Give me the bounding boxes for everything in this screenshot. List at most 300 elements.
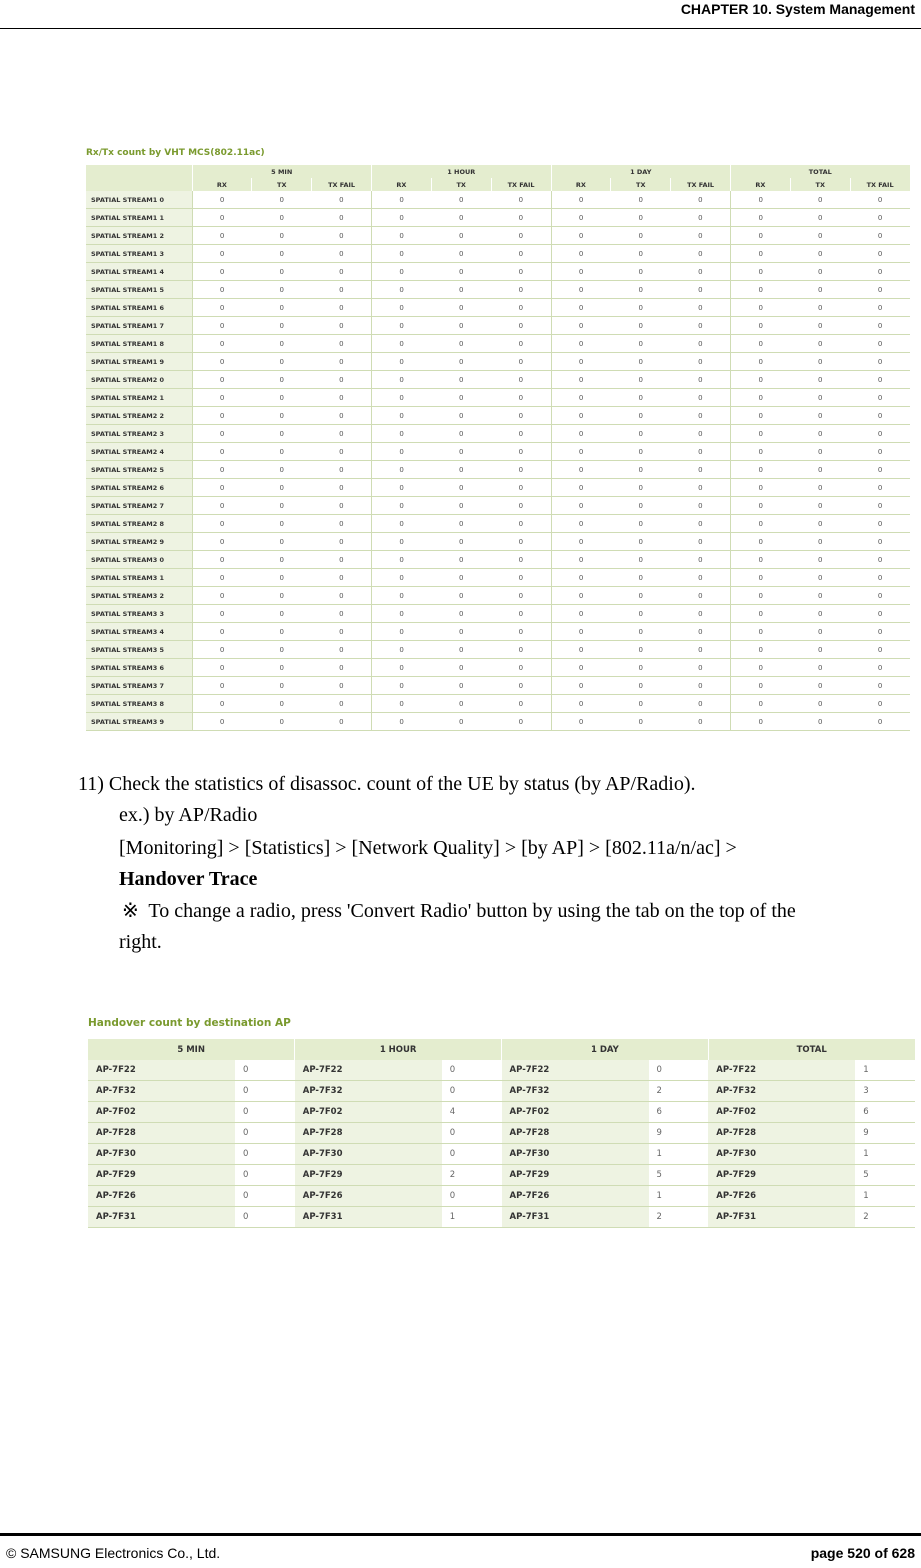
table-cell: 0 xyxy=(431,461,491,479)
table-cell: 0 xyxy=(192,407,252,425)
table-cell: 0 xyxy=(312,659,372,677)
table-cell: 0 xyxy=(850,299,910,317)
table-cell: 0 xyxy=(371,443,431,461)
row-label: SPATIAL STREAM1 2 xyxy=(86,227,192,245)
table-cell: 0 xyxy=(551,533,611,551)
table-cell: 0 xyxy=(611,191,671,209)
handover-count-cell: 6 xyxy=(649,1102,709,1123)
vht-group-header: 1 HOUR xyxy=(371,165,551,178)
table-cell: 0 xyxy=(431,209,491,227)
table-cell: 0 xyxy=(312,479,372,497)
table-cell: 0 xyxy=(731,497,791,515)
table-cell: 0 xyxy=(431,443,491,461)
table-row xyxy=(86,551,910,569)
table-cell: 0 xyxy=(671,713,731,731)
table-cell: 0 xyxy=(850,407,910,425)
menu-path: [Monitoring] > [Statistics] > [Network Quality] > [by AP] > [802.11a/n/ac] > xyxy=(119,837,737,859)
table-cell: 0 xyxy=(431,677,491,695)
table-cell: 0 xyxy=(312,425,372,443)
table-cell: 0 xyxy=(192,641,252,659)
table-cell: 0 xyxy=(431,281,491,299)
row-label: SPATIAL STREAM1 6 xyxy=(86,299,192,317)
table-cell: 0 xyxy=(192,569,252,587)
ap-name-cell: AP-7F31 xyxy=(502,1207,649,1228)
handover-table-title: Handover count by destination AP xyxy=(88,1017,291,1029)
table-cell: 0 xyxy=(371,353,431,371)
row-label: SPATIAL STREAM3 8 xyxy=(86,695,192,713)
table-cell: 0 xyxy=(431,695,491,713)
table-cell: 0 xyxy=(192,263,252,281)
table-cell: 0 xyxy=(611,263,671,281)
table-cell: 0 xyxy=(431,551,491,569)
table-row xyxy=(86,695,910,713)
table-cell: 0 xyxy=(252,245,312,263)
table-cell: 0 xyxy=(611,515,671,533)
table-cell: 0 xyxy=(252,587,312,605)
table-cell: 0 xyxy=(611,713,671,731)
table-cell: 0 xyxy=(611,209,671,227)
vht-group-header: 5 MIN xyxy=(192,165,371,178)
row-label: SPATIAL STREAM3 4 xyxy=(86,623,192,641)
chapter-title: CHAPTER 10. System Management xyxy=(680,1,915,17)
table-cell: 0 xyxy=(312,677,372,695)
table-cell: 0 xyxy=(731,191,791,209)
table-cell: 0 xyxy=(431,353,491,371)
table-cell: 0 xyxy=(731,605,791,623)
table-cell: 0 xyxy=(611,695,671,713)
vht-subcolumn-header: TX xyxy=(611,178,671,191)
table-cell: 0 xyxy=(371,299,431,317)
table-cell: 0 xyxy=(371,335,431,353)
table-cell: 0 xyxy=(671,551,731,569)
table-cell: 0 xyxy=(731,641,791,659)
table-cell: 0 xyxy=(551,497,611,515)
table-cell: 0 xyxy=(431,569,491,587)
table-cell: 0 xyxy=(731,623,791,641)
table-cell: 0 xyxy=(491,677,551,695)
table-cell: 0 xyxy=(491,263,551,281)
copyright-text: © SAMSUNG Electronics Co., Ltd. xyxy=(6,1545,221,1561)
table-cell: 0 xyxy=(491,371,551,389)
table-cell: 0 xyxy=(731,407,791,425)
table-cell: 0 xyxy=(671,389,731,407)
handover-count-cell: 0 xyxy=(442,1081,502,1102)
table-cell: 0 xyxy=(252,569,312,587)
table-cell: 0 xyxy=(850,389,910,407)
table-cell: 0 xyxy=(731,479,791,497)
table-cell: 0 xyxy=(850,515,910,533)
handover-count-cell: 1 xyxy=(855,1144,915,1165)
vht-subcolumn-header: RX xyxy=(731,178,791,191)
row-label: SPATIAL STREAM3 2 xyxy=(86,587,192,605)
table-cell: 0 xyxy=(790,659,850,677)
table-cell: 0 xyxy=(551,263,611,281)
table-cell: 0 xyxy=(731,551,791,569)
table-cell: 0 xyxy=(850,497,910,515)
table-cell: 0 xyxy=(312,713,372,731)
table-cell: 0 xyxy=(611,623,671,641)
table-cell: 0 xyxy=(551,695,611,713)
ap-name-cell: AP-7F30 xyxy=(295,1144,442,1165)
table-cell: 0 xyxy=(790,587,850,605)
table-cell: 0 xyxy=(192,281,252,299)
table-cell: 0 xyxy=(850,209,910,227)
table-cell: 0 xyxy=(491,389,551,407)
table-cell: 0 xyxy=(671,425,731,443)
ap-name-cell: AP-7F29 xyxy=(708,1165,855,1186)
table-cell: 0 xyxy=(551,371,611,389)
table-cell: 0 xyxy=(790,263,850,281)
table-cell: 0 xyxy=(731,227,791,245)
table-cell: 0 xyxy=(252,659,312,677)
table-cell: 0 xyxy=(491,443,551,461)
table-cell: 0 xyxy=(731,461,791,479)
row-label: SPATIAL STREAM3 6 xyxy=(86,659,192,677)
table-cell: 0 xyxy=(491,353,551,371)
vht-corner-cell xyxy=(86,178,192,191)
vht-subcolumn-header: RX xyxy=(371,178,431,191)
table-cell: 0 xyxy=(252,551,312,569)
table-cell: 0 xyxy=(611,335,671,353)
row-label: SPATIAL STREAM2 7 xyxy=(86,497,192,515)
table-cell: 0 xyxy=(491,281,551,299)
vht-group-header: TOTAL xyxy=(731,165,911,178)
table-cell: 0 xyxy=(790,191,850,209)
table-cell: 0 xyxy=(551,227,611,245)
table-cell: 0 xyxy=(192,371,252,389)
table-cell: 0 xyxy=(252,425,312,443)
table-cell: 0 xyxy=(790,641,850,659)
ap-name-cell: AP-7F02 xyxy=(88,1102,235,1123)
ap-name-cell: AP-7F32 xyxy=(502,1081,649,1102)
ap-name-cell: AP-7F26 xyxy=(708,1186,855,1207)
row-label: SPATIAL STREAM3 5 xyxy=(86,641,192,659)
table-row xyxy=(88,1123,915,1144)
row-label: SPATIAL STREAM3 1 xyxy=(86,569,192,587)
table-cell: 0 xyxy=(431,533,491,551)
table-cell: 0 xyxy=(371,227,431,245)
table-cell: 0 xyxy=(671,587,731,605)
handover-count-cell: 0 xyxy=(235,1102,295,1123)
table-cell: 0 xyxy=(312,605,372,623)
table-cell: 0 xyxy=(671,371,731,389)
table-cell: 0 xyxy=(371,407,431,425)
handover-count-cell: 0 xyxy=(442,1144,502,1165)
table-cell: 0 xyxy=(671,479,731,497)
table-cell: 0 xyxy=(371,245,431,263)
table-cell: 0 xyxy=(611,641,671,659)
row-label: SPATIAL STREAM1 3 xyxy=(86,245,192,263)
table-row xyxy=(86,443,910,461)
vht-group-header-row xyxy=(86,165,910,178)
ap-name-cell: AP-7F30 xyxy=(708,1144,855,1165)
table-cell: 0 xyxy=(252,227,312,245)
table-cell: 0 xyxy=(850,533,910,551)
handover-count-cell: 9 xyxy=(649,1123,709,1144)
table-cell: 0 xyxy=(671,317,731,335)
table-cell: 0 xyxy=(671,569,731,587)
note-symbol: ※ xyxy=(122,900,139,922)
handover-count-cell: 0 xyxy=(235,1144,295,1165)
page-header xyxy=(0,0,921,29)
table-row xyxy=(86,281,910,299)
vht-subcolumn-header: TX FAIL xyxy=(312,178,372,191)
table-cell: 0 xyxy=(850,353,910,371)
table-cell: 0 xyxy=(671,515,731,533)
table-cell: 0 xyxy=(850,245,910,263)
vht-group-header: 1 DAY xyxy=(551,165,731,178)
step-text: 11) Check the statistics of disassoc. count of the UE by status (by AP/Radio). xyxy=(78,773,696,795)
table-cell: 0 xyxy=(252,515,312,533)
table-cell: 0 xyxy=(371,623,431,641)
table-cell: 0 xyxy=(611,443,671,461)
ap-name-cell: AP-7F28 xyxy=(502,1123,649,1144)
table-row xyxy=(86,677,910,695)
table-cell: 0 xyxy=(371,533,431,551)
row-label: SPATIAL STREAM2 8 xyxy=(86,515,192,533)
vht-corner-cell xyxy=(86,165,192,178)
table-cell: 0 xyxy=(252,299,312,317)
table-cell: 0 xyxy=(491,317,551,335)
table-cell: 0 xyxy=(371,389,431,407)
table-row xyxy=(88,1186,915,1207)
handover-count-cell: 5 xyxy=(855,1165,915,1186)
table-cell: 0 xyxy=(371,515,431,533)
table-row xyxy=(86,425,910,443)
table-cell: 0 xyxy=(371,317,431,335)
table-cell: 0 xyxy=(371,569,431,587)
ap-name-cell: AP-7F32 xyxy=(295,1081,442,1102)
table-cell: 0 xyxy=(671,623,731,641)
row-label: SPATIAL STREAM2 5 xyxy=(86,461,192,479)
table-cell: 0 xyxy=(731,443,791,461)
table-cell: 0 xyxy=(731,317,791,335)
table-cell: 0 xyxy=(611,389,671,407)
table-row xyxy=(86,209,910,227)
table-cell: 0 xyxy=(192,623,252,641)
row-label: SPATIAL STREAM3 3 xyxy=(86,605,192,623)
handover-count-cell: 6 xyxy=(855,1102,915,1123)
handover-header-row xyxy=(88,1039,915,1060)
table-cell: 0 xyxy=(371,605,431,623)
ap-name-cell: AP-7F26 xyxy=(502,1186,649,1207)
table-cell: 0 xyxy=(312,263,372,281)
table-cell: 0 xyxy=(850,677,910,695)
table-cell: 0 xyxy=(431,713,491,731)
row-label: SPATIAL STREAM1 0 xyxy=(86,191,192,209)
table-cell: 0 xyxy=(671,461,731,479)
table-cell: 0 xyxy=(671,641,731,659)
handover-count-cell: 3 xyxy=(855,1081,915,1102)
table-cell: 0 xyxy=(371,659,431,677)
handover-count-cell: 0 xyxy=(442,1060,502,1081)
table-cell: 0 xyxy=(431,191,491,209)
table-cell: 0 xyxy=(252,335,312,353)
table-cell: 0 xyxy=(790,623,850,641)
table-cell: 0 xyxy=(551,479,611,497)
table-cell: 0 xyxy=(252,605,312,623)
ap-name-cell: AP-7F28 xyxy=(708,1123,855,1144)
table-cell: 0 xyxy=(551,209,611,227)
handover-count-cell: 0 xyxy=(235,1060,295,1081)
vht-subcolumn-header: TX FAIL xyxy=(491,178,551,191)
table-cell: 0 xyxy=(252,695,312,713)
table-cell: 0 xyxy=(371,461,431,479)
table-cell: 0 xyxy=(551,659,611,677)
table-cell: 0 xyxy=(671,605,731,623)
table-cell: 0 xyxy=(611,497,671,515)
table-cell: 0 xyxy=(551,191,611,209)
table-cell: 0 xyxy=(551,515,611,533)
table-cell: 0 xyxy=(551,245,611,263)
table-cell: 0 xyxy=(312,443,372,461)
ap-name-cell: AP-7F29 xyxy=(88,1165,235,1186)
table-cell: 0 xyxy=(312,209,372,227)
table-cell: 0 xyxy=(192,425,252,443)
table-cell: 0 xyxy=(431,425,491,443)
table-cell: 0 xyxy=(312,497,372,515)
table-cell: 0 xyxy=(790,461,850,479)
table-cell: 0 xyxy=(431,605,491,623)
row-label: SPATIAL STREAM2 6 xyxy=(86,479,192,497)
table-cell: 0 xyxy=(671,191,731,209)
table-cell: 0 xyxy=(192,209,252,227)
vht-table-body xyxy=(86,191,910,731)
table-row xyxy=(88,1102,915,1123)
table-row xyxy=(86,479,910,497)
table-cell: 0 xyxy=(312,695,372,713)
table-cell: 0 xyxy=(252,443,312,461)
row-label: SPATIAL STREAM3 0 xyxy=(86,551,192,569)
table-cell: 0 xyxy=(671,443,731,461)
table-cell: 0 xyxy=(192,713,252,731)
vht-subcolumn-header: TX xyxy=(431,178,491,191)
table-cell: 0 xyxy=(551,605,611,623)
table-cell: 0 xyxy=(491,587,551,605)
table-cell: 0 xyxy=(731,209,791,227)
vht-subcolumn-header: TX FAIL xyxy=(850,178,910,191)
table-cell: 0 xyxy=(491,479,551,497)
table-cell: 0 xyxy=(551,623,611,641)
menu-path-target: Handover Trace xyxy=(119,868,258,890)
table-cell: 0 xyxy=(731,299,791,317)
handover-count-cell: 2 xyxy=(649,1081,709,1102)
table-cell: 0 xyxy=(611,227,671,245)
table-cell: 0 xyxy=(551,713,611,731)
table-cell: 0 xyxy=(850,569,910,587)
table-cell: 0 xyxy=(371,263,431,281)
table-cell: 0 xyxy=(611,245,671,263)
table-cell: 0 xyxy=(252,389,312,407)
table-cell: 0 xyxy=(192,479,252,497)
table-cell: 0 xyxy=(431,497,491,515)
table-cell: 0 xyxy=(431,479,491,497)
table-row xyxy=(86,389,910,407)
table-cell: 0 xyxy=(192,443,252,461)
table-cell: 0 xyxy=(371,425,431,443)
table-cell: 0 xyxy=(491,695,551,713)
table-cell: 0 xyxy=(312,389,372,407)
ap-name-cell: AP-7F28 xyxy=(295,1123,442,1144)
table-row xyxy=(88,1144,915,1165)
table-cell: 0 xyxy=(312,407,372,425)
row-label: SPATIAL STREAM3 7 xyxy=(86,677,192,695)
table-cell: 0 xyxy=(611,533,671,551)
table-cell: 0 xyxy=(192,677,252,695)
vht-mcs-table xyxy=(86,165,911,731)
table-cell: 0 xyxy=(731,587,791,605)
table-row xyxy=(86,191,910,209)
table-cell: 0 xyxy=(431,227,491,245)
table-cell: 0 xyxy=(431,299,491,317)
table-cell: 0 xyxy=(551,425,611,443)
table-cell: 0 xyxy=(491,227,551,245)
handover-count-cell: 1 xyxy=(442,1207,502,1228)
table-cell: 0 xyxy=(850,605,910,623)
table-cell: 0 xyxy=(731,281,791,299)
table-cell: 0 xyxy=(731,263,791,281)
table-cell: 0 xyxy=(192,335,252,353)
table-row xyxy=(86,461,910,479)
table-cell: 0 xyxy=(192,605,252,623)
table-row xyxy=(86,605,910,623)
table-cell: 0 xyxy=(431,371,491,389)
table-row xyxy=(86,407,910,425)
table-cell: 0 xyxy=(551,407,611,425)
table-cell: 0 xyxy=(790,299,850,317)
ap-name-cell: AP-7F30 xyxy=(88,1144,235,1165)
table-cell: 0 xyxy=(790,209,850,227)
table-cell: 0 xyxy=(611,407,671,425)
table-cell: 0 xyxy=(671,299,731,317)
table-cell: 0 xyxy=(551,443,611,461)
table-cell: 0 xyxy=(850,191,910,209)
table-cell: 0 xyxy=(312,353,372,371)
table-cell: 0 xyxy=(850,425,910,443)
handover-count-cell: 0 xyxy=(442,1186,502,1207)
table-cell: 0 xyxy=(371,479,431,497)
table-cell: 0 xyxy=(790,407,850,425)
ap-name-cell: AP-7F22 xyxy=(502,1060,649,1081)
table-cell: 0 xyxy=(850,551,910,569)
table-cell: 0 xyxy=(252,497,312,515)
table-cell: 0 xyxy=(611,551,671,569)
table-cell: 0 xyxy=(850,443,910,461)
page-footer xyxy=(0,1533,921,1568)
table-cell: 0 xyxy=(371,371,431,389)
table-cell: 0 xyxy=(371,641,431,659)
vht-subcolumn-header: TX xyxy=(790,178,850,191)
table-cell: 0 xyxy=(731,533,791,551)
table-cell: 0 xyxy=(192,461,252,479)
table-cell: 0 xyxy=(671,263,731,281)
handover-count-cell: 0 xyxy=(649,1060,709,1081)
table-cell: 0 xyxy=(312,587,372,605)
table-cell: 0 xyxy=(491,641,551,659)
table-cell: 0 xyxy=(491,425,551,443)
table-row xyxy=(86,245,910,263)
table-cell: 0 xyxy=(671,227,731,245)
table-row xyxy=(86,299,910,317)
table-cell: 0 xyxy=(611,587,671,605)
table-row xyxy=(86,623,910,641)
table-cell: 0 xyxy=(371,281,431,299)
handover-count-cell: 1 xyxy=(855,1186,915,1207)
table-cell: 0 xyxy=(312,317,372,335)
handover-group-header: 1 HOUR xyxy=(295,1039,502,1060)
table-cell: 0 xyxy=(731,245,791,263)
table-cell: 0 xyxy=(731,659,791,677)
